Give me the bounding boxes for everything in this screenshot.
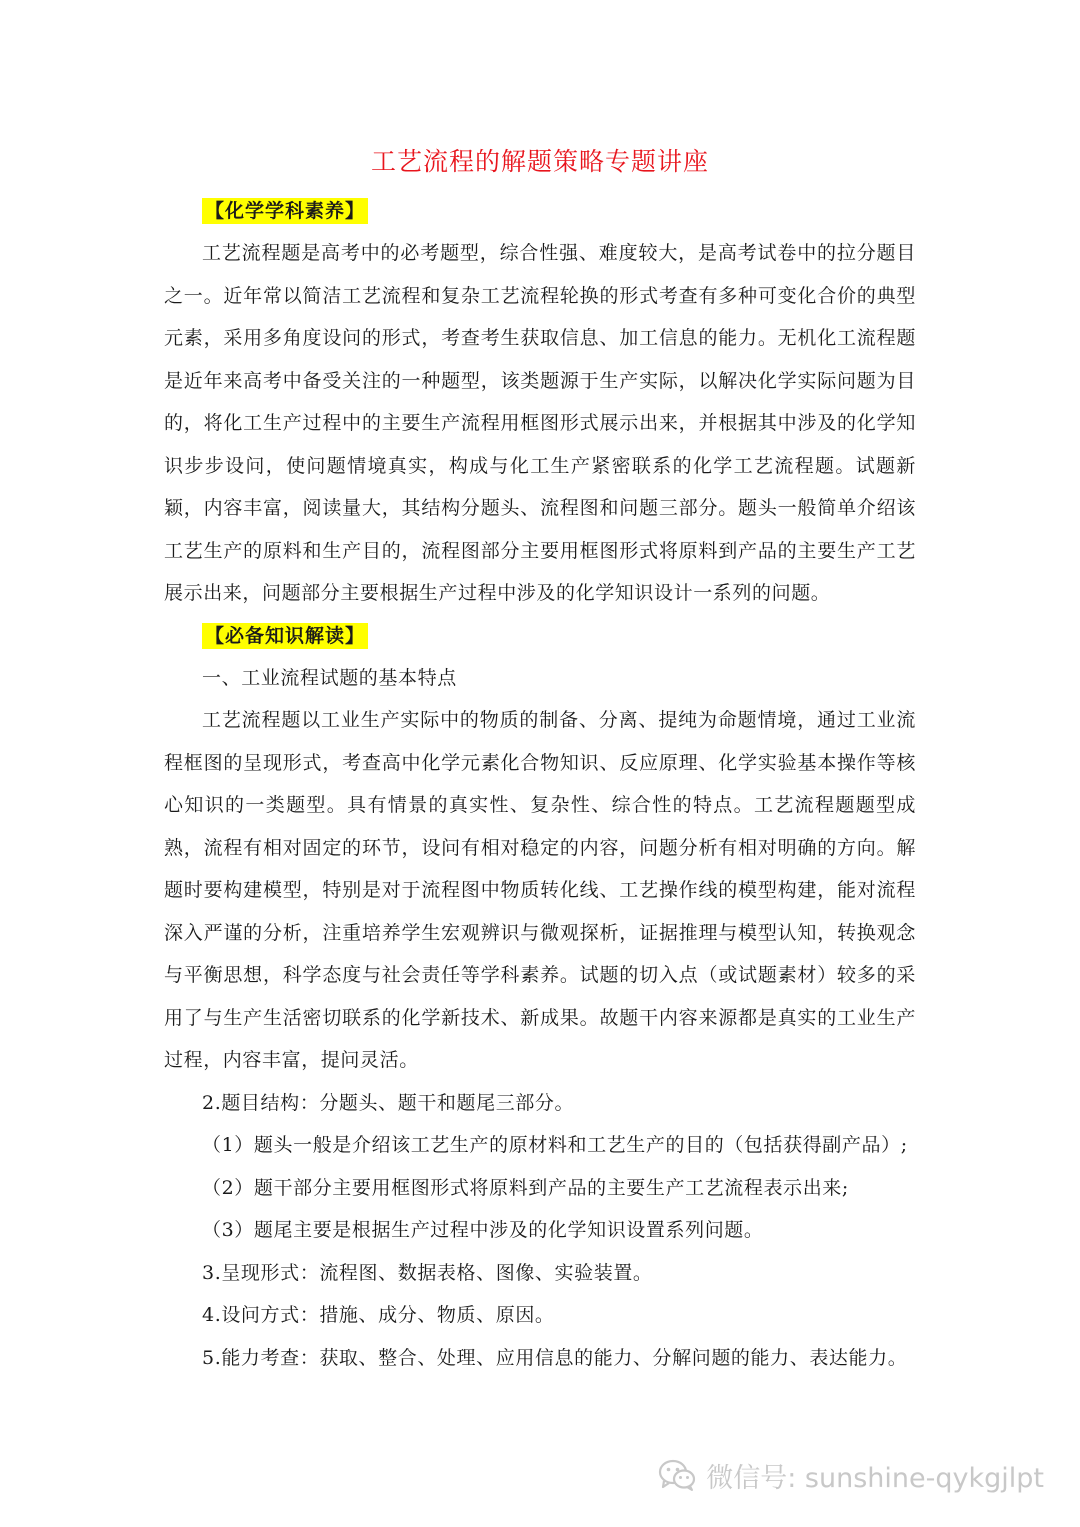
highlighted-heading: 【必备知识解读】 <box>202 623 368 649</box>
highlighted-heading: 【化学学科素养】 <box>202 198 368 224</box>
section-heading-literacy <box>164 190 916 232</box>
list-item-structure: 2.题目结构：分题头、题干和题尾三部分。 <box>202 1091 575 1114</box>
wechat-icon <box>658 1458 696 1492</box>
paragraph-features: 工艺流程题以工业生产实际中的物质的制备、分离、提纯为命题情境，通过工业流程框图的呈现形式，考查高中化学元素化合物知识、反应原理、化学实验基本操作等核心知识的一类题型。具有情景的真实性、复杂性、综合性的特点。工艺流程题题型成熟，流程有相对固定的环节，设问有相对稳定的内容，问题分析有相对明确的方向。解题时要构建模型，特别是对于流程图中物质转化线、工艺操作线的模型构建，能对流程深入严谨的分析，注重培养学生宏观辨识与微观探析，证据推理与模型认知，转换观念与平衡思想，科学态度与社会责任等学科素养。试题的切入点（或试题素材）较多的采用了与生产生活密切联系的化学新技术、新成果。故题干内容来源都是真实的工业生产过程，内容丰富，提问灵活。 <box>164 709 916 1071</box>
document-body <box>164 190 916 1379</box>
paragraph-intro: 工艺流程题是高考中的必考题型，综合性强、难度较大，是高考试卷中的拉分题目之一。近年常以简洁工艺流程和复杂工艺流程轮换的形式考查有多种可变化合价的典型元素，采用多角度设问的形式，考查考生获取信息、加工信息的能力。无机化工流程题是近年来高考中备受关注的一种题型，该类题源于生产实际，以解决化学实际问题为目的，将化工生产过程中的主要生产流程用框图形式展示出来，并根据其中涉及的化学知识步步设问，使问题情境真实，构成与化工生产紧密联系的化学工艺流程题。试题新颖，内容丰富，阅读量大，其结构分题头、流程图和问题三部分。题头一般简单介绍该工艺生产的原料和生产目的，流程图部分主要用框图形式将原料到产品的主要生产工艺展示出来，问题部分主要根据生产过程中涉及的化学知识设计一系列的问题。 <box>164 242 916 604</box>
document-title: 工艺流程的解题策略专题讲座 <box>370 147 709 176</box>
list-subitem-3: （3）题尾主要是根据生产过程中涉及的化学知识设置系列问题。 <box>202 1219 764 1241</box>
list-item-ability: 5.能力考查：获取、整合、处理、应用信息的能力、分解问题的能力、表达能力。 <box>202 1346 908 1369</box>
list-item-presentation: 3.呈现形式：流程图、数据表格、图像、实验装置。 <box>202 1261 653 1284</box>
section-heading-knowledge <box>164 615 916 657</box>
wechat-watermark <box>658 1455 1044 1495</box>
subheading-basic-features: 一、工业流程试题的基本特点 <box>202 666 457 689</box>
list-subitem-2: （2）题干部分主要用框图形式将原料到产品的主要生产工艺流程表示出来; <box>202 1176 849 1199</box>
watermark-text: 微信号: sunshine-qykgjlpt <box>706 1462 1044 1494</box>
list-item-question-style: 4.设问方式：措施、成分、物质、原因。 <box>202 1304 555 1326</box>
list-subitem-1: （1）题头一般是介绍该工艺生产的原材料和工艺生产的目的（包括获得副产品）; <box>202 1134 908 1156</box>
